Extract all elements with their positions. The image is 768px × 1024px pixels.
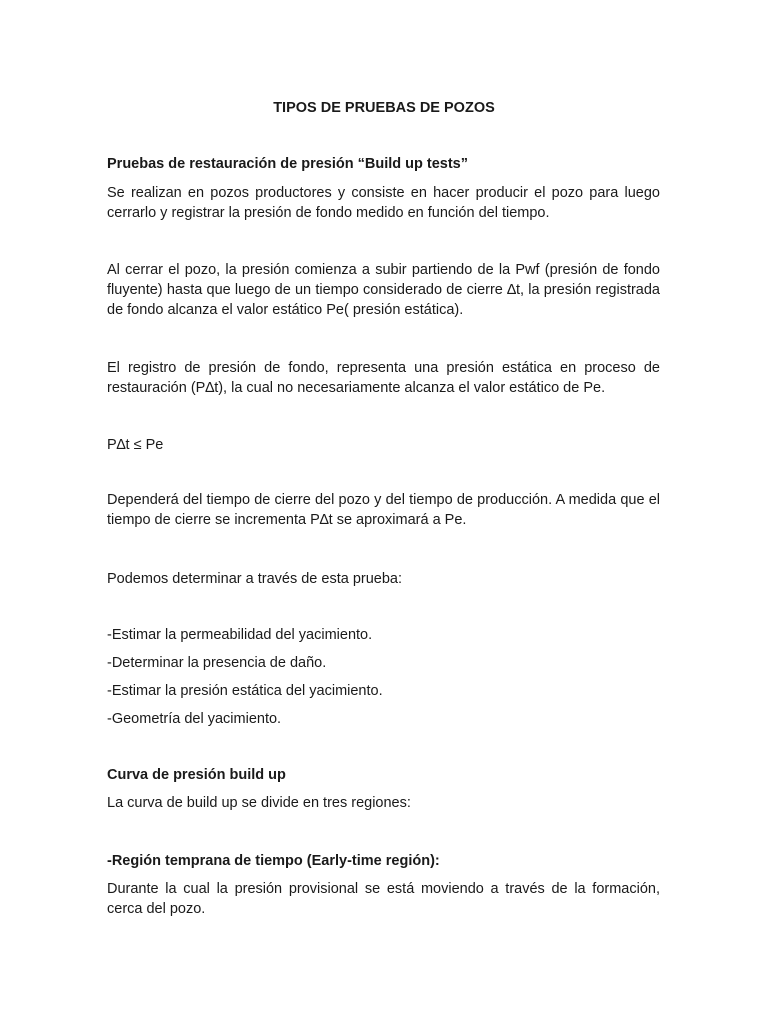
formula: P∆t ≤ Pe <box>107 437 164 453</box>
paragraph-three-regions: La curva de build up se divide en tres regiones: <box>107 795 411 811</box>
paragraph-closing-time: Dependerá del tiempo de cierre del pozo y del tiempo de producción. A medida que el tiempo de cierre se incrementa P∆t se aproximará a Pe. <box>107 492 660 528</box>
paragraph-intro: Se realizan en pozos productores y consiste en hacer producir el pozo para luego cerrarlo y registrar la presión de fondo medido en función del tiempo. <box>107 185 660 221</box>
paragraph-pressure-rise: Al cerrar el pozo, la presión comienza a subir partiendo de la Pwf (presión de fondo fluyente) hasta que luego de un tiempo considerado de cierre ∆t, la presión registrada de fondo alcanza el valor estático Pe( presión estática). <box>107 262 660 318</box>
section-heading-build-up-curve: Curva de presión build up <box>107 767 286 783</box>
list-item: -Estimar la presión estática del yacimiento. <box>107 683 383 699</box>
paragraph-early-time-description: Durante la cual la presión provisional se está moviendo a través de la formación, cerca del pozo. <box>107 881 660 917</box>
list-item: -Determinar la presencia de daño. <box>107 655 327 671</box>
list-item: -Geometría del yacimiento. <box>107 711 282 727</box>
paragraph-determine-intro: Podemos determinar a través de esta prueba: <box>107 571 402 587</box>
page-title: TIPOS DE PRUEBAS DE POZOS <box>273 100 495 116</box>
paragraph-bottom-pressure-record: El registro de presión de fondo, representa una presión estática en proceso de restauración (P∆t), la cual no necesariamente alcanza el valor estático de Pe. <box>107 360 660 396</box>
section-heading-build-up-tests: Pruebas de restauración de presión “Build up tests” <box>107 156 468 172</box>
section-heading-early-time-region: -Región temprana de tiempo (Early-time región): <box>107 853 440 869</box>
list-item: -Estimar la permeabilidad del yacimiento. <box>107 627 373 643</box>
